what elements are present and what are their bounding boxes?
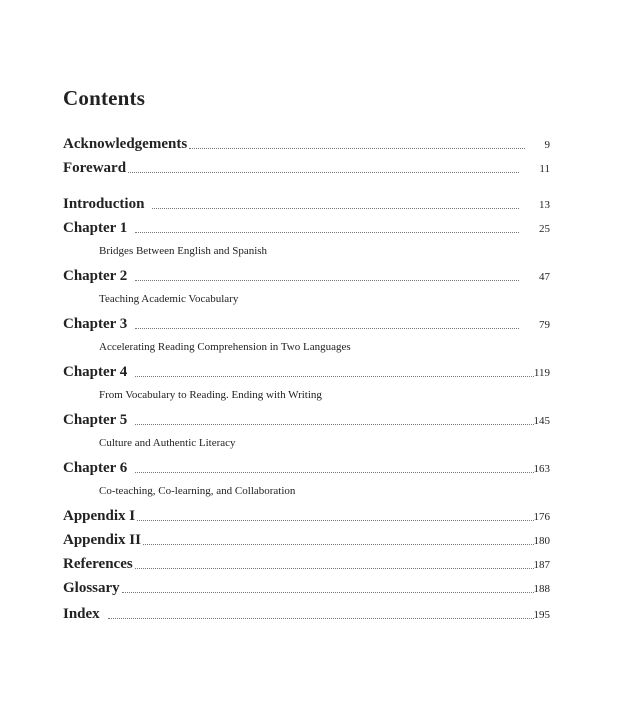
toc-entry-foreward[interactable] <box>63 157 550 177</box>
entry-label: Glossary <box>63 580 120 596</box>
toc-entry-chapter-1[interactable] <box>63 217 550 237</box>
toc-entry-introduction[interactable] <box>63 193 550 213</box>
chapter-subtitle: Accelerating Reading Comprehension in Two Languages <box>99 341 351 353</box>
entry-label: Chapter 2 <box>63 268 128 284</box>
leader-dots <box>135 471 533 473</box>
toc-entry-appendix-2[interactable] <box>63 529 550 549</box>
entry-label: Foreward <box>63 160 127 176</box>
leader-dots <box>189 147 524 149</box>
page-number: 163 <box>533 463 550 475</box>
chapter-subtitle: Bridges Between English and Spanish <box>99 245 268 257</box>
leader-dots <box>135 279 519 281</box>
toc-entry-index[interactable] <box>63 603 550 623</box>
page-number: 79 <box>539 319 550 331</box>
page-number: 13 <box>539 199 550 211</box>
toc-entry-chapter-5[interactable] <box>63 409 550 429</box>
entry-label: Chapter 5 <box>63 412 128 428</box>
entry-label: Chapter 1 <box>63 220 128 236</box>
toc-entry-acknowledgements[interactable] <box>63 133 550 153</box>
page-number: 195 <box>533 609 550 621</box>
page-number: 187 <box>533 559 550 571</box>
toc-entry-references[interactable] <box>63 553 550 573</box>
page-number: 119 <box>533 367 550 379</box>
chapter-subtitle: From Vocabulary to Reading. Ending with Writing <box>99 389 322 401</box>
leader-dots <box>135 327 519 329</box>
chapter-subtitle: Teaching Academic Vocabulary <box>99 293 239 305</box>
entry-label: Chapter 3 <box>63 316 128 332</box>
chapter-subtitle: Culture and Authentic Literacy <box>99 437 236 449</box>
toc-entry-glossary[interactable] <box>63 577 550 597</box>
page-number: 145 <box>533 415 550 427</box>
leader-dots <box>122 591 534 593</box>
entry-label: References <box>63 556 133 572</box>
toc-entry-appendix-1[interactable] <box>63 505 550 525</box>
leader-dots <box>137 519 533 521</box>
page-number: 11 <box>539 163 550 175</box>
page-number: 47 <box>539 271 550 283</box>
page-title: Contents <box>63 86 146 110</box>
entry-label: Acknowledgements <box>63 136 188 152</box>
leader-dots <box>128 171 519 173</box>
leader-dots <box>135 231 519 233</box>
toc-entry-chapter-4[interactable] <box>63 361 550 381</box>
page-number: 188 <box>533 583 550 595</box>
leader-dots <box>108 617 534 619</box>
entry-label: Introduction <box>63 196 145 212</box>
entry-label: Appendix II <box>63 532 141 548</box>
toc-entry-chapter-2[interactable] <box>63 265 550 285</box>
page-number: 176 <box>533 511 550 523</box>
leader-dots <box>135 567 534 569</box>
entry-label: Chapter 6 <box>63 460 128 476</box>
leader-dots <box>135 423 533 425</box>
page-number: 180 <box>533 535 550 547</box>
entry-label: Appendix I <box>63 508 136 524</box>
page-number: 9 <box>544 139 550 151</box>
entry-label: Index <box>63 606 100 622</box>
chapter-subtitle: Co-teaching, Co-learning, and Collaboration <box>99 485 296 497</box>
page-number: 25 <box>539 223 550 235</box>
toc-entry-chapter-3[interactable] <box>63 313 550 333</box>
leader-dots <box>152 207 519 209</box>
toc-entry-chapter-6[interactable] <box>63 457 550 477</box>
leader-dots <box>143 543 534 545</box>
leader-dots <box>135 375 534 377</box>
entry-label: Chapter 4 <box>63 364 128 380</box>
